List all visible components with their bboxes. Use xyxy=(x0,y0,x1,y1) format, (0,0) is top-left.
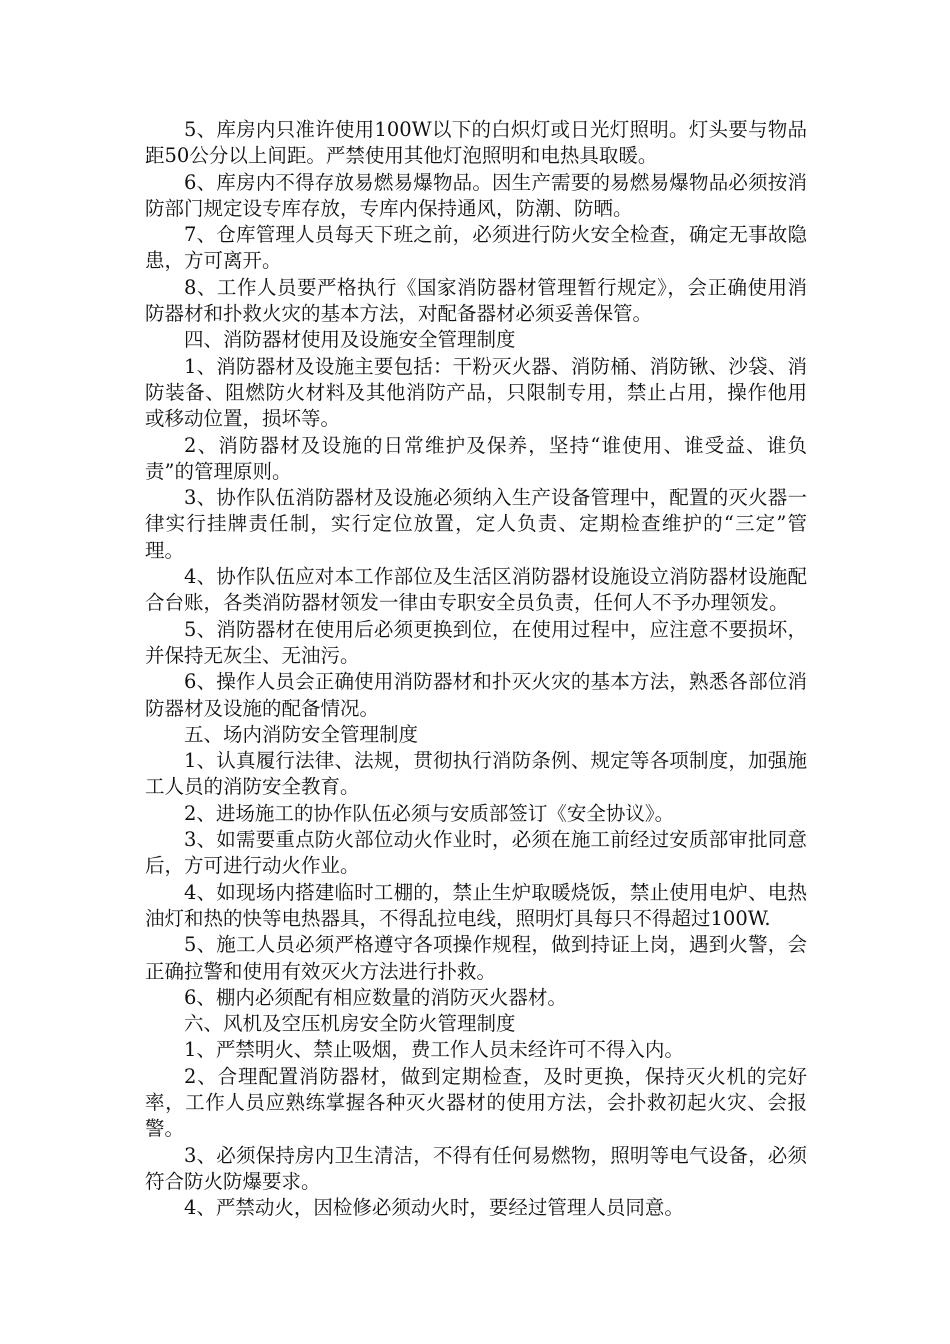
section-heading-4: 四、消防器材使用及设施安全管理制度 xyxy=(184,328,516,352)
paragraph-site-rule-3: 3、如需要重点防火部位动火作业时，必须在施工前经过安质部审批同意后，方可进行动火作业。 xyxy=(145,828,807,878)
paragraph-site-rule-5: 5、施工人员必须严格遵守各项操作规程，做到持证上岗，遇到火警，会正确拉警和使用有效灭火方法进行扑救。 xyxy=(145,933,807,983)
paragraph-equipment-rule-3: 3、协作队伍消防器材及设施必须纳入生产设备管理中，配置的灭火器一律实行挂牌责任制，实行定位放置，定人负责、定期检查维护的“三定”管理。 xyxy=(145,486,807,562)
paragraph-site-rule-4: 4、如现场内搭建临时工棚的，禁止生炉取暖烧饭，禁止使用电炉、电热油灯和热的快等电热器具，不得乱拉电线，照明灯具每只不得超过100W. xyxy=(145,880,807,930)
paragraph-warehouse-rule-7: 7、仓库管理人员每天下班之前，必须进行防火安全检查，确定无事故隐患，方可离开。 xyxy=(145,223,807,273)
paragraph-compressor-rule-1: 1、严禁明火、禁止吸烟，费工作人员未经许可不得入内。 xyxy=(184,1038,684,1062)
paragraph-equipment-rule-4: 4、协作队伍应对本工作部位及生活区消防器材设施设立消防器材设施配合台账，各类消防器材领发一律由专职安全员负责，任何人不予办理领发。 xyxy=(145,565,807,615)
paragraph-warehouse-rule-5: 5、库房内只准许使用100W以下的白炽灯或日光灯照明。灯头要与物品距50公分以上间距。严禁使用其他灯泡照明和电热具取暖。 xyxy=(145,118,807,168)
paragraph-warehouse-rule-8: 8、工作人员要严格执行《国家消防器材管理暂行规定》，会正确使用消防器材和扑救火灾的基本方法，对配备器材必须妥善保管。 xyxy=(145,275,807,326)
section-heading-6: 六、风机及空压机房安全防火管理制度 xyxy=(184,1012,516,1036)
paragraph-compressor-rule-2: 2、合理配置消防器材，做到定期检查，及时更换，保持灭火机的完好率，工作人员应熟练掌握各种灭火器材的使用方法，会扑救初起火灾、会报警。 xyxy=(145,1064,807,1141)
paragraph-equipment-rule-1: 1、消防器材及设施主要包括：干粉灭火器、消防桶、消防锹、沙袋、消防装备、阻燃防火材料及其他消防产品，只限制专用，禁止占用，操作他用或移动位置，损坏等。 xyxy=(145,354,807,431)
section-heading-5: 五、场内消防安全管理制度 xyxy=(184,722,419,746)
paragraph-equipment-rule-5: 5、消防器材在使用后必须更换到位，在使用过程中，应注意不要损坏，并保持无灰尘、无油污。 xyxy=(145,617,807,667)
document-body xyxy=(145,117,807,1221)
paragraph-site-rule-6: 6、棚内必须配有相应数量的消防灭火器材。 xyxy=(184,985,567,1009)
paragraph-site-rule-1: 1、认真履行法律、法规，贯彻执行消防条例、规定等各项制度，加强施工人员的消防安全教育。 xyxy=(145,749,807,799)
paragraph-site-rule-2: 2、进场施工的协作队伍必须与安质部签订《安全协议》。 xyxy=(184,801,675,825)
paragraph-equipment-rule-6: 6、操作人员会正确使用消防器材和扑灭火灾的基本方法，熟悉各部位消防器材及设施的配备情况。 xyxy=(145,670,807,720)
paragraph-equipment-rule-2: 2、消防器材及设施的日常维护及保养，坚持“谁使用、谁受益、谁负责”的管理原则。 xyxy=(145,433,807,483)
paragraph-compressor-rule-3: 3、必须保持房内卫生清洁，不得有任何易燃物，照明等电气设备，必须符合防火防爆要求。 xyxy=(145,1143,807,1193)
paragraph-warehouse-rule-6: 6、库房内不得存放易燃易爆物品。因生产需要的易燃易爆物品必须按消防部门规定设专库存放，专库内保持通风，防潮、防晒。 xyxy=(145,170,807,220)
paragraph-compressor-rule-4: 4、严禁动火，因检修必须动火时，要经过管理人员同意。 xyxy=(184,1196,684,1220)
